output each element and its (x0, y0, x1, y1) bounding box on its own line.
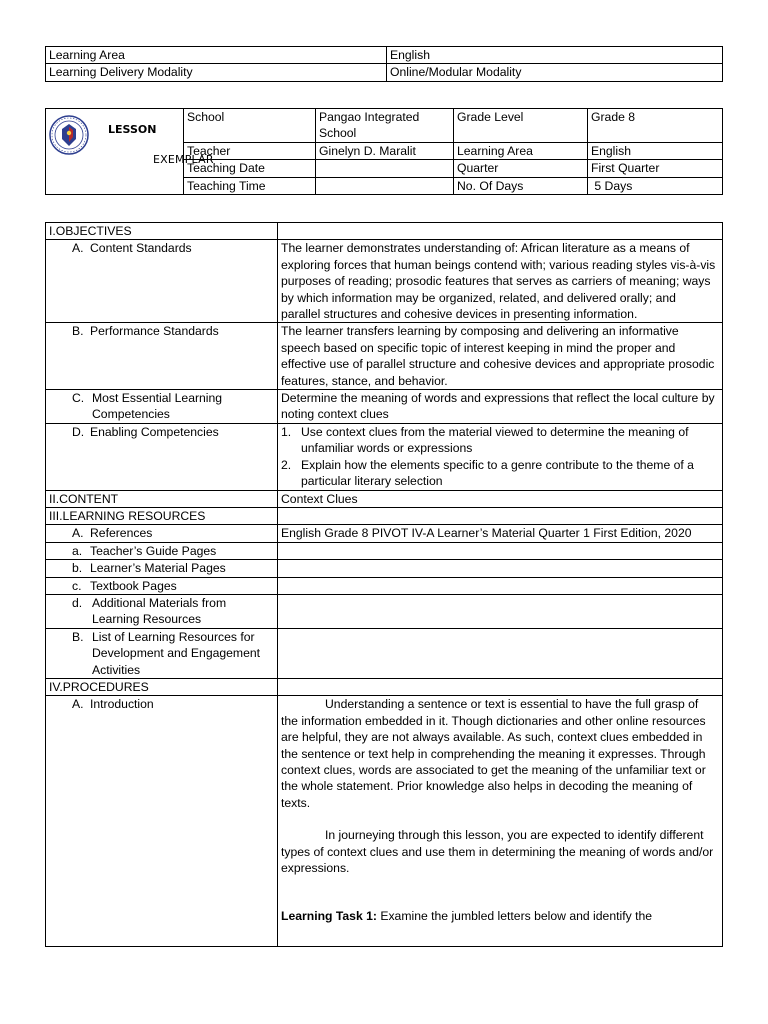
learning-area-value: English (387, 47, 723, 64)
no-of-days-label: No. Of Days (454, 177, 588, 194)
empty-cell (278, 577, 723, 594)
list-item: 2. Explain how the elements specific to a genre contribute to the theme of a particular literary selection (281, 457, 694, 489)
table-row (46, 525, 723, 542)
header-table (45, 46, 723, 82)
intro-paragraph: In journeying through this lesson, you are expected to identify different types of context clues and use them in determining the meaning of words and/or expressions. (281, 828, 714, 876)
table-row (46, 323, 723, 390)
teaching-date-label: Teaching Date (184, 160, 316, 177)
content-standards-text: The learner demonstrates understanding of: African literature as a means of exploring forces that human beings contend with; various reading styles vis-à-vis purposes of reading; prosodic features that serves as carriers of meaning; ways by which information may be organized, related, and delivered orally; and parallel structures and cohesive devices in presenting information. (278, 240, 723, 323)
content-heading: II.CONTENT (46, 490, 278, 507)
quarter-value: First Quarter (588, 160, 723, 177)
content-value: Context Clues (278, 490, 723, 507)
teacher-label: Teacher (184, 142, 316, 159)
introduction-label: A. Introduction (46, 696, 278, 947)
info-learning-area-label: Learning Area (454, 142, 588, 159)
learning-task-title: Learning Task 1: (281, 909, 377, 924)
table-row (46, 560, 723, 577)
grade-level-label: Grade Level (454, 109, 588, 143)
melc-text: Determine the meaning of words and expressions that reflect the local culture by noting context clues (278, 390, 723, 424)
table-row (46, 47, 723, 64)
references-text: English Grade 8 PIVOT IV-A Learner’s Material Quarter 1 First Edition, 2020 (278, 525, 723, 542)
empty-cell (278, 542, 723, 559)
additional-materials-label: d. Additional Materials from Learning Resources (46, 594, 278, 628)
info-learning-area-value: English (588, 142, 723, 159)
quarter-label: Quarter (454, 160, 588, 177)
table-row (46, 696, 723, 947)
teachers-guide-label: a. Teacher’s Guide Pages (46, 542, 278, 559)
table-row (46, 628, 723, 678)
school-value: Pangao Integrated School (316, 109, 454, 143)
no-of-days-value: 5 Days (588, 177, 723, 194)
intro-paragraph: Understanding a sentence or text is essential to have the full grasp of the information embedded in it. Though dictionaries and other online resources are helpful, they are not always available. As such, context clues embedded in the sentence or text help in comprehending the meaning it expresses. Through context clues, words are associated to get the meaning of the unfamiliar text or the whole statement. Prior knowledge also helps in decoding the meaning of texts. (281, 697, 706, 810)
table-row (46, 390, 723, 424)
empty-cell (278, 223, 723, 240)
empty-cell (278, 678, 723, 695)
spacer (281, 811, 718, 827)
objectives-heading: I.OBJECTIVES (46, 223, 278, 240)
performance-standards-text: The learner transfers learning by composing and delivering an informative speech based on specific topic of interest keeping in mind the proper and effective use of parallel structure and cohesive devices and appropriate prosodic features, stance, and behavior. (278, 323, 723, 390)
table-row (46, 542, 723, 559)
deped-seal-icon (49, 115, 89, 155)
table-row (46, 109, 723, 143)
empty-cell (278, 628, 723, 678)
table-row (46, 240, 723, 323)
learning-task-text: Examine the jumbled letters below and identify the (376, 909, 653, 924)
enabling-competencies-label: D. Enabling Competencies (46, 423, 278, 490)
lesson-word: LESSON (108, 123, 157, 136)
table-row (46, 423, 723, 490)
table-row (46, 577, 723, 594)
empty-cell (278, 560, 723, 577)
table-row (46, 223, 723, 240)
main-table (45, 222, 723, 947)
enabling-competencies-list (278, 423, 723, 490)
table-row (46, 490, 723, 507)
delivery-modality-label: Learning Delivery Modality (46, 64, 387, 81)
info-table (45, 108, 723, 195)
content-standards-label: A. Content Standards (46, 240, 278, 323)
list-item: 1. Use context clues from the material viewed to determine the meaning of unfamiliar words or expressions (281, 424, 689, 456)
learning-area-label: Learning Area (46, 47, 387, 64)
table-row (46, 594, 723, 628)
performance-standards-label: B. Performance Standards (46, 323, 278, 390)
teaching-time-value (316, 177, 454, 194)
teaching-date-value (316, 160, 454, 177)
learning-resources-heading: III.LEARNING RESOURCES (46, 507, 278, 524)
learning-task-line (281, 908, 718, 924)
table-row (46, 64, 723, 81)
teacher-value: Ginelyn D. Maralit (316, 142, 454, 159)
grade-level-value: Grade 8 (588, 109, 723, 143)
references-label: A. References (46, 525, 278, 542)
exemplar-word: EXEMPLAR (153, 153, 214, 166)
delivery-modality-value: Online/Modular Modality (387, 64, 723, 81)
melc-label: C. Most Essential Learning Competencies (46, 390, 278, 424)
table-row (46, 507, 723, 524)
empty-cell (278, 507, 723, 524)
teaching-time-label: Teaching Time (184, 177, 316, 194)
table-row (46, 678, 723, 695)
spacer (281, 876, 718, 908)
list-of-resources-label: B. List of Learning Resources for Development and Engagement Activities (46, 628, 278, 678)
learners-material-label: b. Learner’s Material Pages (46, 560, 278, 577)
introduction-text (278, 696, 723, 947)
school-label: School (184, 109, 316, 143)
textbook-pages-label: c. Textbook Pages (46, 577, 278, 594)
procedures-heading: IV.PROCEDURES (46, 678, 278, 695)
empty-cell (278, 594, 723, 628)
